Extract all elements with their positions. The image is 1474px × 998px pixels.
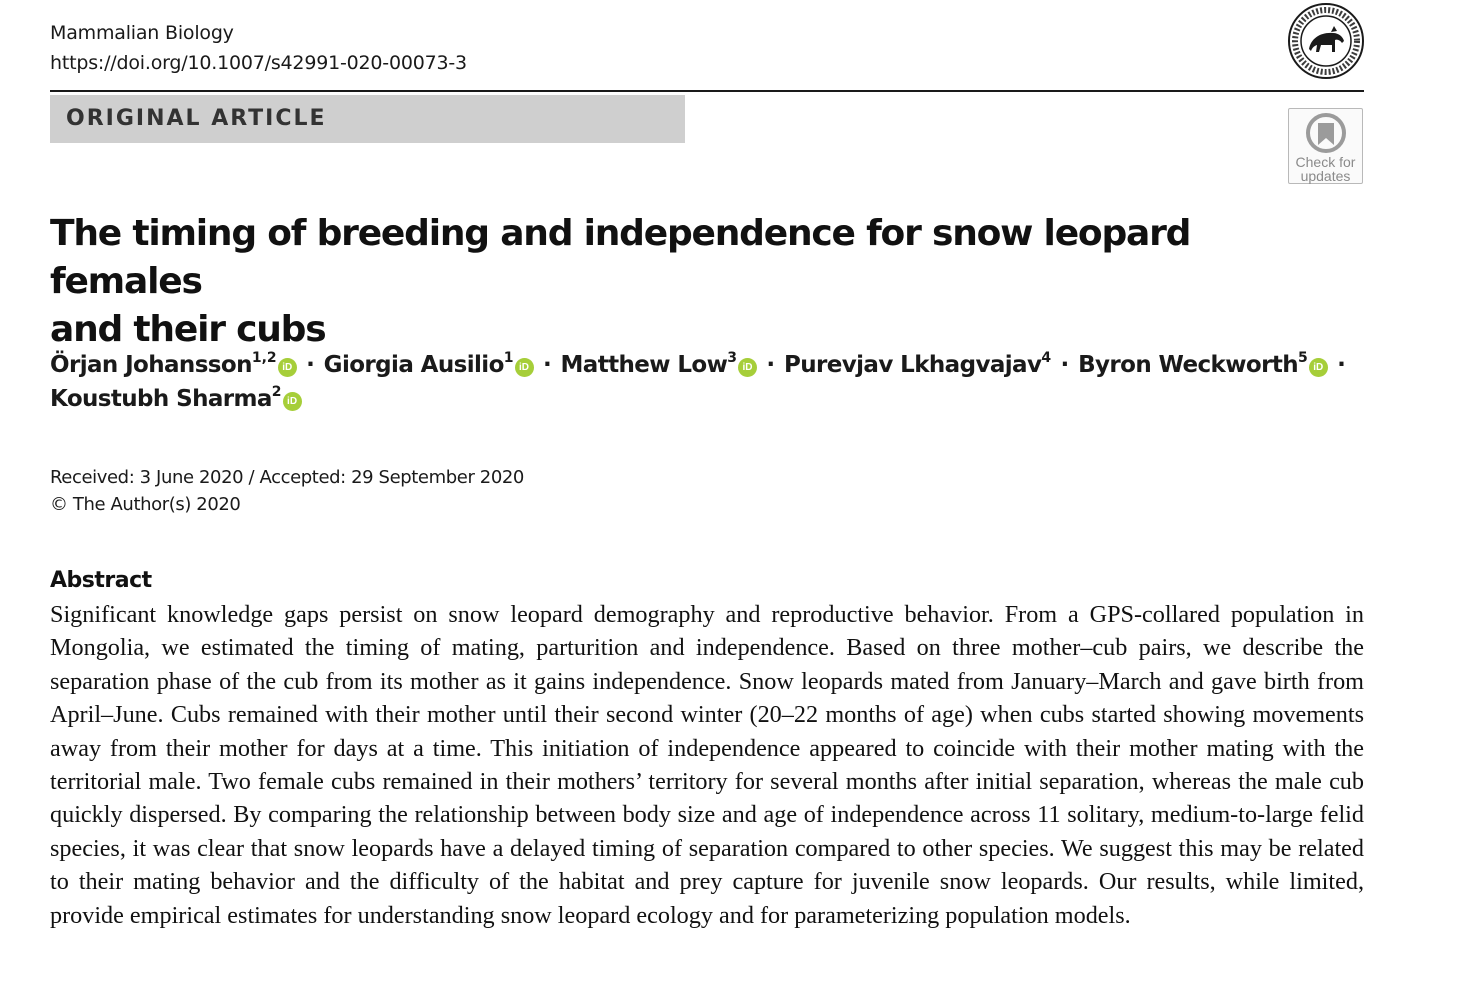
abstract-heading: Abstract <box>50 568 152 593</box>
author-ausilio[interactable]: Giorgia Ausilio$^1$ <box>323 350 514 378</box>
author-sharma[interactable]: Koustubh Sharma$^2$ <box>50 384 282 412</box>
author-johansson[interactable]: Örjan Johansson$^{1,2}$ <box>50 350 277 378</box>
society-seal-logo <box>1287 2 1365 80</box>
publication-dates <box>50 464 524 518</box>
orcid-icon[interactable]: iD <box>278 358 297 377</box>
article-title: The timing of breeding and independence for snow leopard females and their cubs <box>50 213 1191 350</box>
author-line-2 <box>50 382 1370 416</box>
check-for-updates-label: Check for updates <box>1295 154 1356 184</box>
author-list <box>50 348 1370 416</box>
author-lkhagvajav[interactable]: Purevjav Lkhagvajav$^4$ <box>783 350 1052 378</box>
check-for-updates-button[interactable] <box>1288 108 1363 184</box>
check-for-updates-icon <box>1303 113 1349 153</box>
orcid-icon[interactable]: iD <box>738 358 757 377</box>
author-line-1: Örjan Johansson$^{1,2}$iD · Giorgia Ausilio$^1$iD · Matthew Low$^3$iD · Purevjav Lkhagvajav$^4$ · Byron Weckworth$^5$iD · <box>50 350 1346 378</box>
author-weckworth[interactable]: Byron Weckworth$^5$ <box>1078 350 1308 378</box>
orcid-icon[interactable]: iD <box>515 358 534 377</box>
orcid-icon[interactable]: iD <box>1309 358 1328 377</box>
journal-name: Mammalian Biology <box>50 22 234 44</box>
doi-link[interactable]: https://doi.org/10.1007/s42991-020-00073-3 <box>50 52 467 74</box>
journal-info <box>50 18 467 78</box>
received-accepted-dates: Received: 3 June 2020 / Accepted: 29 September 2020 <box>50 467 524 488</box>
author-low[interactable]: Matthew Low$^3$ <box>560 350 737 378</box>
abstract-text: Significant knowledge gaps persist on snow leopard demography and reproductive behavior. From a GPS-collared population in Mongolia, we estimated the timing of mating, parturition and independence. Based on three mother–cub pairs, we describe the separation phase of the cub from its mother as it gains independence. Snow leopards mated from January–March and gave birth from April–June. Cubs remained with their mother until their second winter (20–22 months of age) when cubs started showing movements away from their mother for days at a time. This initiation of independence appeared to coincide with their mother mating with the territorial male. Two female cubs remained in their mothers’ territory for several months after initial separation, whereas the male cub quickly dispersed. By comparing the relationship between body size and age of independence across 11 solitary, medium-to-large felid species, it was clear that snow leopards have a delayed timing of separation compared to other species. We suggest this may be related to their mating behavior and the difficulty of the habitat and prey capture for juvenile snow leopards. Our results, while limited, provide empirical estimates for understanding snow leopard ecology and for parameterizing population models. <box>50 601 1364 929</box>
orcid-icon[interactable]: iD <box>283 392 302 411</box>
article-type-banner: ORIGINAL ARTICLE <box>50 95 685 143</box>
copyright-notice: © The Author(s) 2020 <box>50 494 241 515</box>
header-rule <box>50 90 1364 92</box>
